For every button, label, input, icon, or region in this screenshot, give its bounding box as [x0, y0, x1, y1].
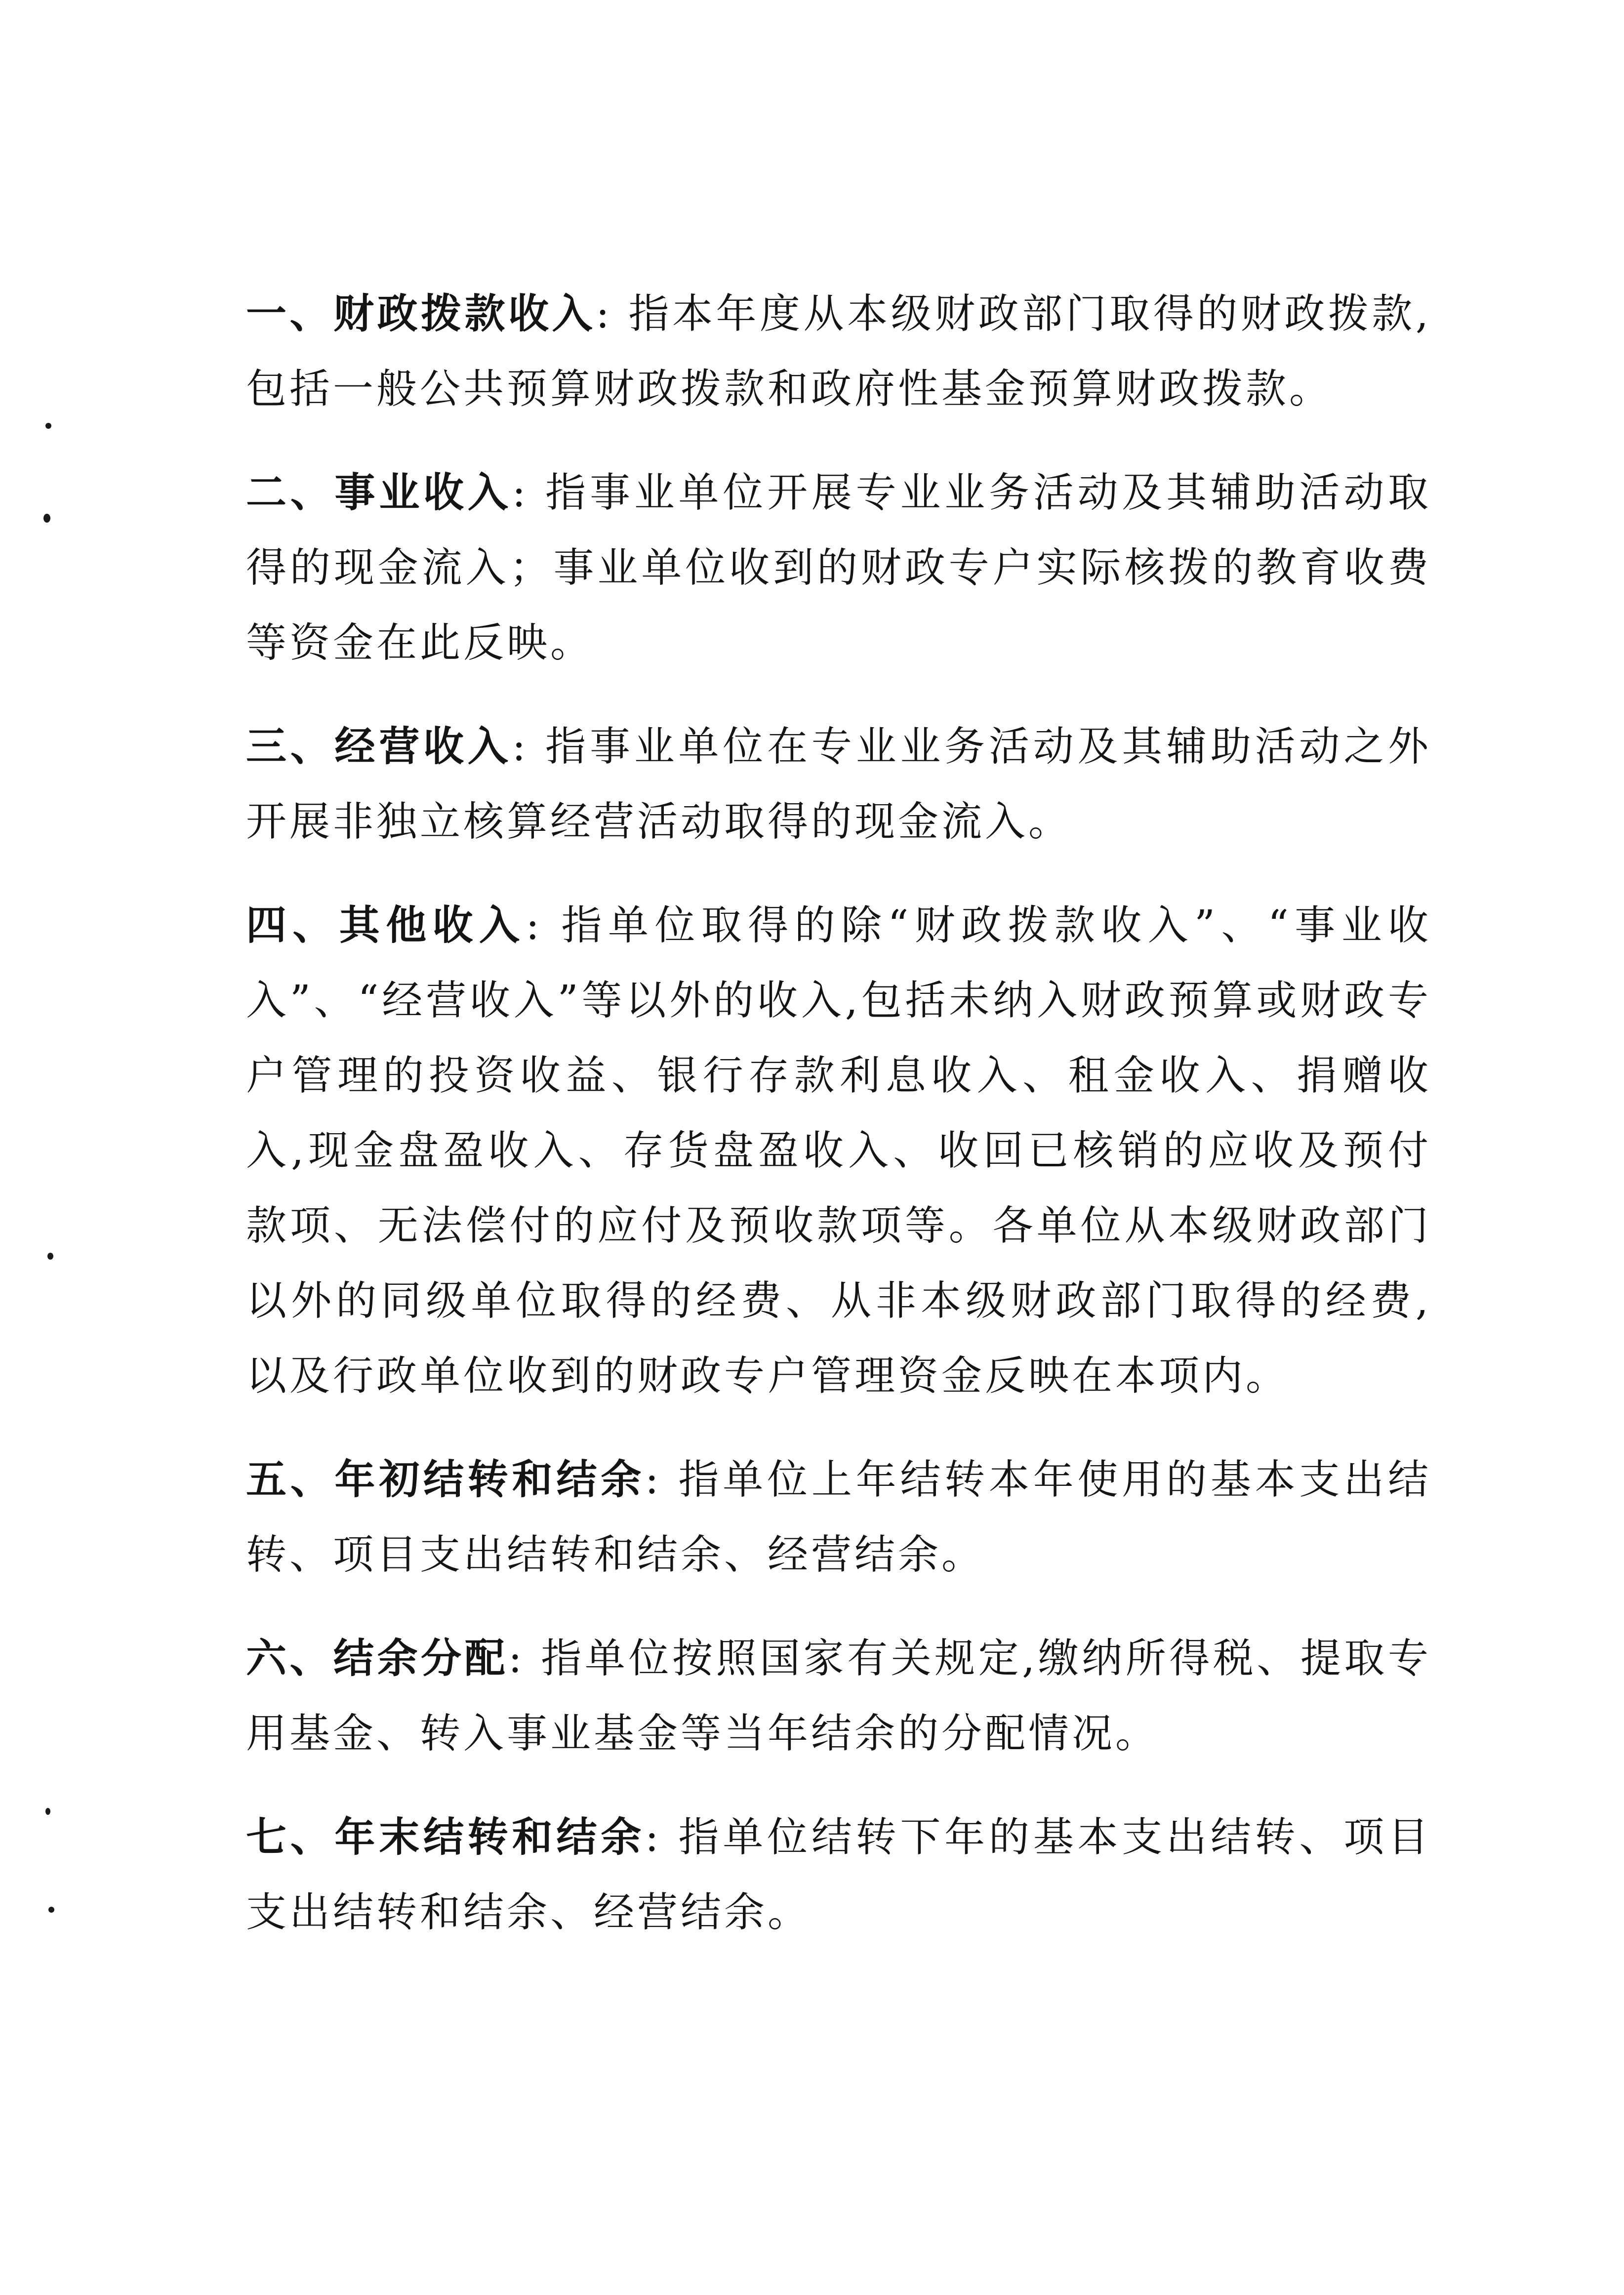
document-body [246, 277, 1431, 1979]
definition-term: 七、年末结转和结余 [246, 1814, 646, 1861]
definition-term: 五、年初结转和结余 [246, 1456, 646, 1503]
definition-text: 指本年度从本级财政部门取得的财政拨款,包括一般公共预算财政拨款和政府性基金预算财政拨款。 [246, 290, 1431, 412]
definition-item [246, 277, 1431, 427]
definition-term: 一、财政拨款收入 [246, 290, 596, 337]
scan-speck [45, 1808, 50, 1815]
definition-item [246, 1800, 1431, 1950]
scan-speck [47, 1253, 53, 1260]
definition-text: 指单位结转下年的基本支出结转、项目支出结转和结余、经营结余。 [246, 1814, 1431, 1936]
definition-text: 指事业单位在专业业务活动及其辅助活动之外开展非独立核算经营活动取得的现金流入。 [246, 723, 1431, 845]
scan-speck [48, 1907, 54, 1913]
definition-item [246, 709, 1431, 860]
term-separator: : [645, 1456, 679, 1503]
definition-item [246, 1621, 1431, 1771]
term-separator: : [526, 902, 562, 949]
definition-term: 六、结余分配 [246, 1635, 509, 1682]
definition-term: 四、其他收入 [246, 902, 526, 949]
definition-item [246, 888, 1431, 1414]
definition-item [246, 1442, 1431, 1593]
term-separator: : [508, 1635, 541, 1682]
term-separator: : [512, 723, 546, 770]
definition-text: 指单位按照国家有关规定,缴纳所得税、提取专用基金、转入事业基金等当年结余的分配情况。 [246, 1635, 1431, 1757]
term-separator: : [596, 290, 629, 337]
definition-text: 指单位取得的除“财政拨款收入”、“事业收入”、“经营收入”等以外的收入,包括未纳入财政预算或财政专户管理的投资收益、银行存款利息收入、租金收入、捐赠收入,现金盘盈收入、存货盘盈收入、收回已核销的应收及预付款项、无法偿付的应付及预收款项等。各单位从本级财政部门以外的同级单位取得的经费、从非本级财政部门取得的经费,以及行政单位收到的财政专户管理资金反映在本项内。 [246, 902, 1431, 1399]
definition-term: 三、经营收入 [246, 723, 512, 770]
definition-term: 二、事业收入 [246, 469, 512, 516]
definition-text: 指单位上年结转本年使用的基本支出结转、项目支出结转和结余、经营结余。 [246, 1456, 1431, 1578]
definition-text: 指事业单位开展专业业务活动及其辅助活动取得的现金流入；事业单位收到的财政专户实际核拨的教育收费等资金在此反映。 [246, 469, 1431, 666]
definition-item [246, 455, 1431, 681]
term-separator: : [512, 469, 546, 516]
scan-speck [43, 514, 50, 523]
term-separator: : [645, 1814, 679, 1861]
scan-speck [45, 423, 51, 429]
